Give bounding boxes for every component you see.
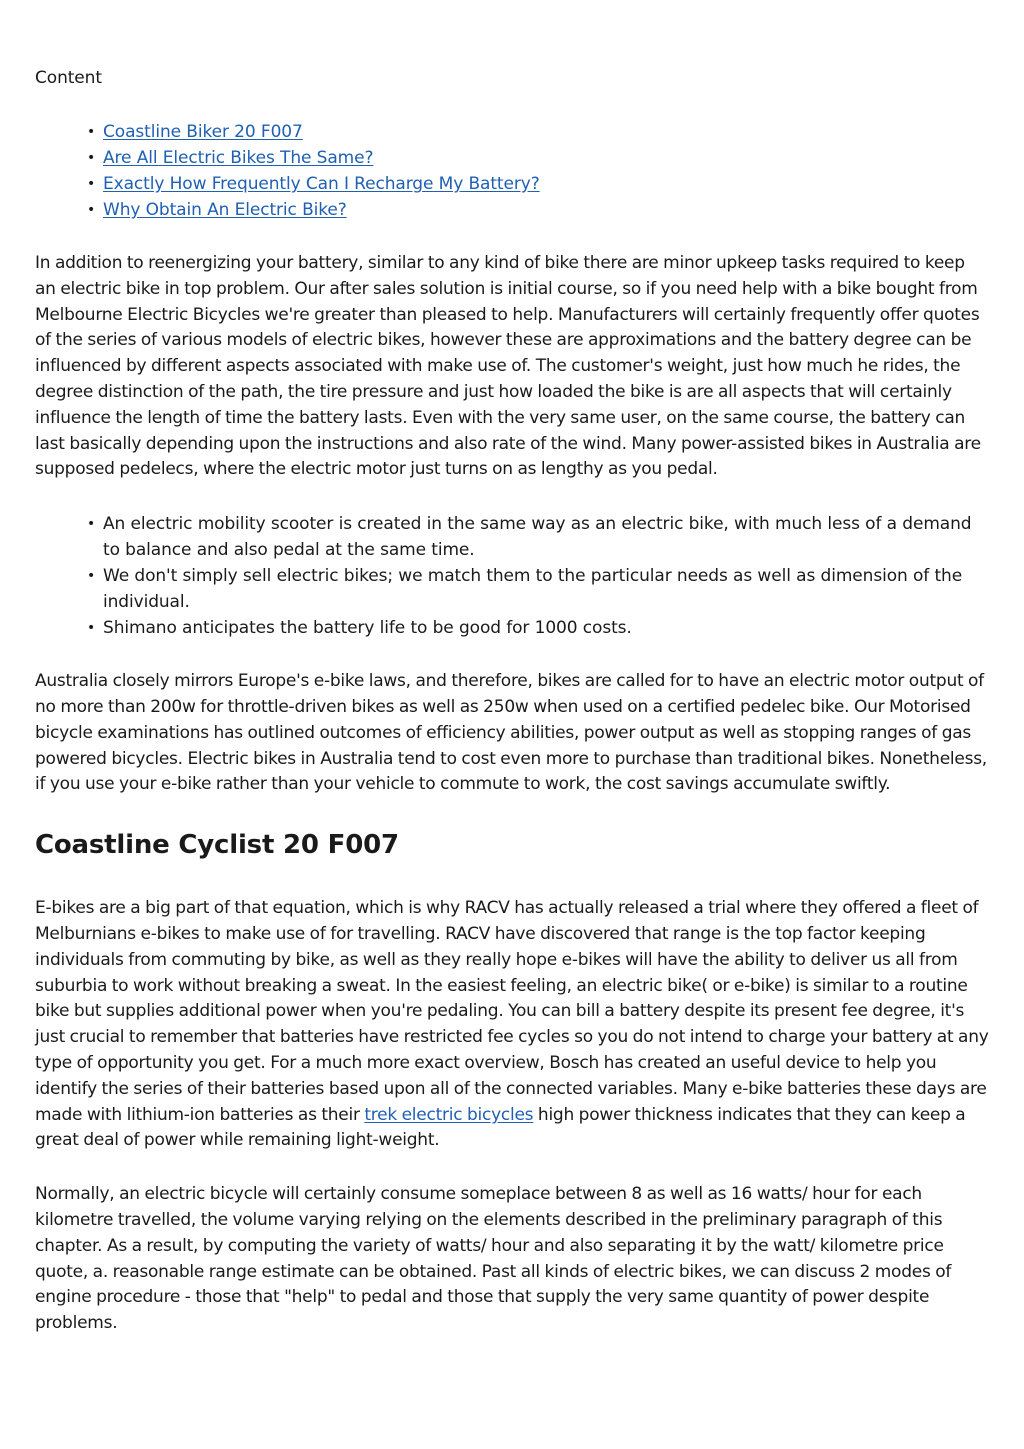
paragraph-ebikes-equation bbox=[35, 896, 990, 1154]
bullet-list bbox=[35, 511, 990, 641]
toc-title: Content bbox=[35, 68, 102, 88]
paragraph-watts-consumption: Normally, an electric bicycle will certainly consume someplace between 8 as well as 16 watts/ hour for each kilometre travelled, the volume varying relying on the elements described in the preliminary paragraph of this chapter. As a result, by computing the variety of watts/ hour and also separating it by the watt/ kilometre price quote, a. reasonable range estimate can be obtained. Past all kinds of electric bikes, we can discuss 2 modes of engine procedure - those that "help" to pedal and those that supply the very same quantity of power despite problems. bbox=[35, 1184, 952, 1334]
bullet-item: • Shimano anticipates the battery life to be good for 1000 costs. bbox=[103, 615, 990, 641]
toc-item bbox=[103, 145, 990, 171]
toc-link-why-electric-bike[interactable]: Why Obtain An Electric Bike? bbox=[103, 200, 347, 220]
toc-link-coastline-biker[interactable]: Coastline Biker 20 F007 bbox=[103, 122, 303, 142]
toc-link-all-electric-bikes[interactable]: Are All Electric Bikes The Same? bbox=[103, 148, 374, 168]
table-of-contents bbox=[35, 119, 990, 223]
bullet-item: • We don't simply sell electric bikes; we match them to the particular needs as well as dimension of the individual. bbox=[103, 563, 990, 615]
toc-item bbox=[103, 197, 990, 223]
section-heading: Coastline Cyclist 20 F007 bbox=[35, 830, 399, 861]
toc-link-recharge-battery[interactable]: Exactly How Frequently Can I Recharge My Battery? bbox=[103, 174, 540, 194]
trek-electric-bicycles-link[interactable]: trek electric bicycles bbox=[364, 1104, 534, 1125]
paragraph-text: high power thickness indicates that they can keep a great deal of power while remaining light-weight. bbox=[35, 1104, 966, 1151]
paragraph-text: E-bikes are a big part of that equation, which is why RACV has actually released a trial where they offered a fleet of Melburnians e-bikes to make use of for travelling. RACV have discovered that range is the top factor keeping individuals from commuting by bike, as well as they really hope e-bikes will have the ability to deliver us all from suburbia to work without breaking a sweat. In the easiest feeling, an electric bike( or e-bike) is similar to a routine bike but supplies additional power when you're pedaling. You can bill a battery despite its present fee degree, it's just crucial to remember that batteries have restricted fee cycles so you do not intend to charge your battery at any type of opportunity you get. For a much more exact overview, Bosch has created an useful device to help you identify the series of their batteries based upon all of the connected variables. Many e-bike batteries these days are made with lithium-ion batteries as their bbox=[35, 898, 989, 1125]
toc-item bbox=[103, 171, 990, 197]
bullet-item: • An electric mobility scooter is created in the same way as an electric bike, with much less of a demand to balance and also pedal at the same time. bbox=[103, 511, 990, 563]
toc-item bbox=[103, 119, 990, 145]
paragraph-intro: In addition to reenergizing your battery, similar to any kind of bike there are minor upkeep tasks required to keep an electric bike in top problem. Our after sales solution is initial course, so if you need help with a bike bought from Melbourne Electric Bicycles we're greater than pleased to help. Manufacturers will certainly frequently offer quotes of the series of various models of electric bikes, however these are approximations and the battery degree can be influenced by different aspects associated with make use of. The customer's weight, just how much he rides, the degree distinction of the path, the tire pressure and just how loaded the bike is are all aspects that will certainly influence the length of time the battery lasts. Even with the very same user, on the same course, the battery can last basically depending upon the instructions and also rate of the wind. Many power-assisted bikes in Australia are supposed pedelecs, where the electric motor just turns on as lengthy as you pedal. bbox=[35, 253, 981, 480]
paragraph-australia-laws: Australia closely mirrors Europe's e-bike laws, and therefore, bikes are called for to have an electric motor output of no more than 200w for throttle-driven bikes as well as 250w when used on a certified pedelec bike. Our Motorised bicycle examinations has outlined outcomes of efficiency abilities, power output as well as stopping ranges of gas powered bicycles. Electric bikes in Australia tend to cost even more to purchase than traditional bikes. Nonetheless, if you use your e-bike rather than your vehicle to commute to work, the cost savings accumulate swiftly. bbox=[35, 671, 987, 795]
